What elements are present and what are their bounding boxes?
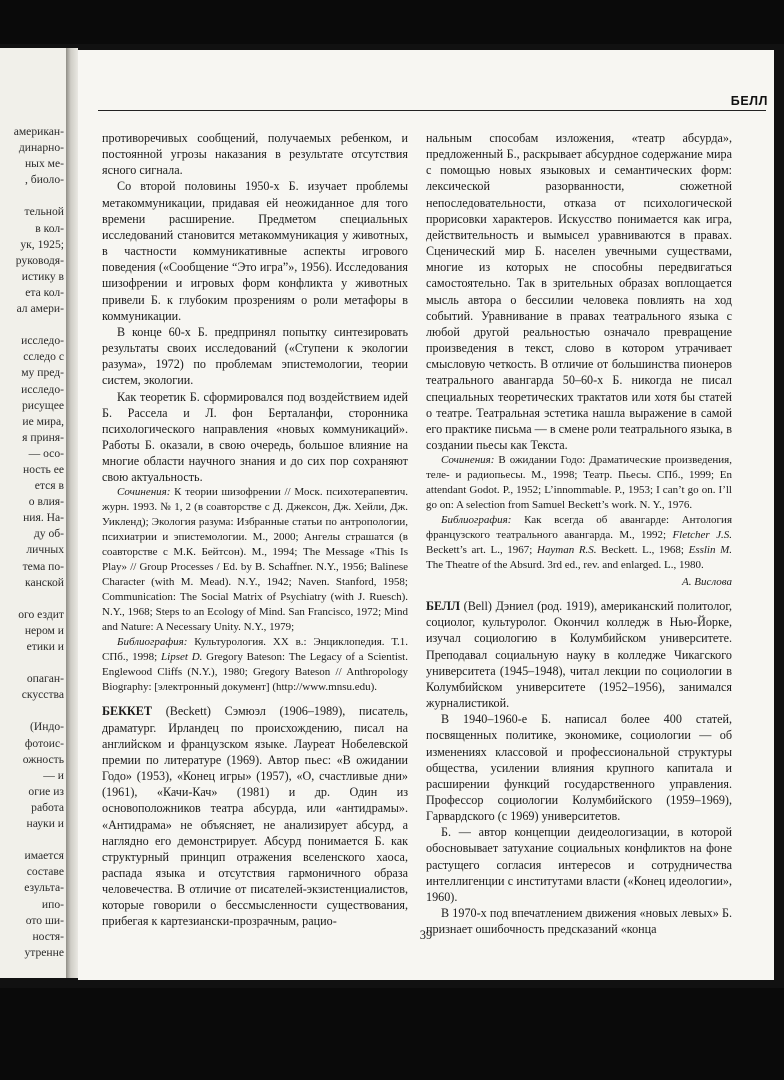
bibliography-label: Библиография: [441,514,512,527]
scan-border-bottom [0,988,784,1080]
paragraph: нальным способам изложения, «театр абсурда», предложенный Б., раскрывает абсурдное содержание мира с помощью новых языковых и семантических форм: лексической разорванности, сюжетной непоследовательности, отказа от психологической прорисовки характеров. Искусство понимается как игра, действительность и вымысел уравниваются в правах. Сценический мир Б. населен увечными существами, многие из которых не способны передвигаться самостоятельно. Так в зрительных образах воплощается мысль автора о бессилии человека повлиять на ход событий. Уравнивание в правах театрального языка с любой другой реальностью означало превращение произведения в текст, слово в котором утрачивает смысловую четкость. В отличие от большинства пионеров театрального авангарда 50–60-х Б. никогда не писал специальных теоретических трактатов или хотя бы статей о театре. Театральная эстетика нашла выражение в самой его практике письма — в смене роли театрального языка, в создании пьесы как Текста. [426,131,732,452]
bibliography [426,513,732,573]
previous-page-line: , биоло- [25,173,64,187]
previous-page-line: огие из [28,784,64,798]
paragraph: В конце 60-х Б. предпринял попытку синтезировать результаты своих исследований («Ступени к экологии разума», 1972) по проблемам эпистемологии, теории систем, экологии. [102,324,408,388]
previous-page-edge [0,48,67,978]
bibliography-author: Hayman R.S. [536,544,597,557]
previous-page-line: утренне [24,945,64,959]
previous-page-line: тема по- [22,559,64,573]
previous-page-line: сследо с [23,350,64,364]
page-number: 39 [419,928,433,942]
previous-page-line [0,188,66,204]
book-page [78,50,774,980]
previous-page-line: опаган- [26,672,64,686]
previous-page-line: ук, 1925; [20,237,64,251]
scan-border-top [0,0,784,44]
previous-page-line: ных ме- [24,157,64,171]
previous-page-line: (Индо- [30,720,64,734]
previous-page-line: я приня- [22,430,64,444]
previous-page-line [0,591,66,607]
previous-page-line: скусства [21,688,64,702]
previous-page-line: — и [43,768,64,782]
book-gutter [66,48,78,978]
previous-page-line: руководя- [15,253,64,267]
previous-page-line: американ- [13,125,64,138]
previous-page-line: тельной [24,205,64,219]
header-rule [98,110,766,111]
previous-page-line: рисущее [21,398,64,412]
entry-text: (Beckett) Сэмюэл (1906–1989), писатель, драматург. Ирландец по происхождению, писал на английском и французском языке. Лауреат Нобелевской премии по литературе (1969). Автор пьес: «В ожидании Годо» (1953), «Конец игры» (1957), «О, счастливые дни» (1961), «Качи-Кач» (1981) и др. Один из основоположников театра абсурда, или «антидрамы». «Антидрама» не объясняет, не анализирует абсурд, а наглядно его демонстрирует. Абсурд понимается Б. как структурный принцип отражения вселенского хаоса, распада языка и отсутствия гармоничного образа человечества. В отличие от писателей-экзистенциалистов, которые говорили о бессмысленности существования, прибегая к картезиански-прозрачным, рацио- [102,704,408,929]
author-signature: А. Вислова [682,576,732,589]
previous-page-line: ие мира, [22,414,64,428]
entry-headword: БЕЛЛ [426,599,461,614]
previous-page-line: ал амери- [16,302,64,316]
bibliography-label: Библиография: [117,636,188,649]
entry-headword: БЕККЕТ [102,704,152,719]
works-text: В ожидании Годо: Драматические произведения, теле- и радиопьесы. М., 1998; Театр. Пьесы. СПб., 1999; En attendant Godot. P., 1952; L’innommable. P., 1953; I can’t go on. I’ll go on: A selection from Samuel Beckett’s work. N. Y., 1976. [426,454,732,512]
paragraph: В 1940–1960-е Б. написал более 400 статей, посвященных политике, экономике, социологии — об изменениях классовой и профессиональной структуры общества, усилении влияния крупного капитала и расширении функций государственного управления. Профессор социологии Колумбийского (1959–1969), Гарвардского (с 1969) университетов. [426,712,732,824]
previous-page-line: ность ее [23,462,64,476]
previous-page-line: исследо- [21,334,64,348]
paragraph: противоречивых сообщений, получаемых ребенком, и постоянной угрозы наказания в результате отсутствия ясного сигнала. [102,131,408,178]
bibliography-text: Как всегда об авангарде: Антология французского театрального авангарда. М., 1992; [426,514,732,542]
previous-page-line: фотоис- [24,736,64,750]
previous-page-line: му пред- [21,366,64,380]
works-list [426,453,732,513]
entry-text: (Bell) Дэниел (род. 1919), американский политолог, социолог, культуролог. Окончил колледж в Нью-Йорке, изучал социологию в Колумбийском университете. Преподавал социальную науку в колледже Чикагского университета (1945–1948), читал лекции по социологии в Колумбийском университете (1952–1956), занимался журналистикой. [426,599,732,711]
previous-page-line [0,703,66,719]
previous-page-line: составе [26,865,64,879]
previous-page-line: динарно- [18,141,64,155]
running-head: БЕЛЛ [730,94,768,108]
previous-page-text [0,124,66,961]
left-column [102,130,408,930]
bibliography-text: Beckett’s art. L., 1967; [426,544,537,557]
previous-page-line: имается [24,849,64,863]
previous-page-line: науки и [26,817,64,831]
previous-page-line [0,655,66,671]
paragraph: Б. — автор концепции деидеологизации, в которой обосновывает затухание социальных конфликтов на фоне растущего согласия интересов и сотрудничества интеллигенции с институтами власти («Конец идеологии», 1960). [426,825,732,904]
works-label: Сочинения: [117,486,171,499]
previous-page-line: — осо- [28,446,64,460]
previous-page-line: ожность [22,752,64,766]
previous-page-line [0,832,66,848]
previous-page-line: истику в [21,269,64,283]
previous-page-line: в кол- [35,221,64,235]
bibliography-author: Fletcher J.S. [672,529,732,542]
bibliography-text: The Theatre of the Absurd. 3rd ed., rev. and enlarged. L., 1980. [426,559,704,572]
previous-page-line: о влия- [28,495,64,509]
previous-page-line: ипо- [41,897,64,911]
right-column [426,130,732,937]
previous-page-line: нером и [24,623,64,637]
works-label: Сочинения: [441,454,495,467]
previous-page-line: канской [25,575,64,589]
previous-page-line: исследо- [21,382,64,396]
previous-page-line: личных [26,543,64,557]
paragraph: Как теоретик Б. сформировался под воздействием идей Б. Рассела и Л. фон Берталанфи, сторонника психологического направления «новых коммуникаций». Работы Б. оказали, в свою очередь, большое влияние на многие области научного знания и до сих пор сохраняют свою актуальность. [102,389,408,485]
previous-page-line: ется в [34,479,64,493]
previous-page-line: ния. На- [23,511,64,525]
bibliography-text: Beckett. L., 1968; [596,544,689,557]
previous-page-line: работа [31,800,64,814]
works-text: К теории шизофрении // Моск. психотерапевтич. журн. 1993. № 1, 2 (в соавторстве с Д. Джексон, Дж. Хейли, Дж. Уикленд); Экология разума: Избранные статьи по антропологии, психиатрии и эпистемологии. М., 2000; Ангелы страшатся (в соавторстве с М.К. Бейтсон). М., 1994; The Message «This Is Play» // Group Processes / Ed. by B. Schaffner. N.Y., 1956; Balinese Character (with M. Mead). N.Y., 1942; Naven. Stanford, 1958; Communication: The Social Matrix of Psychiatry (with J. Ruesch). N.Y., 1968; Steps to an Ecology of Mind. San Francisco, 1972; Mind and Nature: A Necessary Unity. N.Y., 1979; [102,486,408,634]
previous-page-line: ета кол- [25,285,64,299]
works-list [102,485,408,635]
previous-page-line: езульта- [24,881,64,895]
previous-page-line: ото ши- [25,913,64,927]
entry-beckett [102,703,408,929]
previous-page-line [0,317,66,333]
bibliography-author: Lipset D. [161,651,203,664]
previous-page-line: ого ездит [18,607,64,621]
previous-page-line: ностя- [32,929,64,943]
bibliography-author: Esslin M. [688,544,732,557]
bibliography [102,635,408,695]
bibliography-text: Gregory Bateson: The Legacy of a Scientist. Englewood Cliffs (N.Y.), 1980; Gregory Bateson // Anthropology Biography: [электронный документ] (http://www.mnsu.edu). [102,651,408,694]
paragraph: В 1970-х под впечатлением движения «новых левых» Б. признает ошибочность предсказаний «конца [426,906,732,937]
entry-bell [426,598,732,711]
bibliography-text: Культурология. XX в.: Энциклопедия. Т.1. СПб., 1998; [102,636,408,664]
previous-page-line: ду об- [33,527,64,541]
previous-page-line: етики и [26,640,64,653]
paragraph: Со второй половины 1950-х Б. изучает проблемы метакоммуникации, придавая ей неожиданное для того времени расширение. Предметом специальных исследований становится метакоммуникация у животных, в частности коммуникативные аспекты игрового поведения («Сообщение “Это игра”», 1956). Исследования шизофрении и игровых форм конфликта у животных привели Б. к глубоким прозрениям о роли метафоры в коммуникации. [102,179,408,323]
